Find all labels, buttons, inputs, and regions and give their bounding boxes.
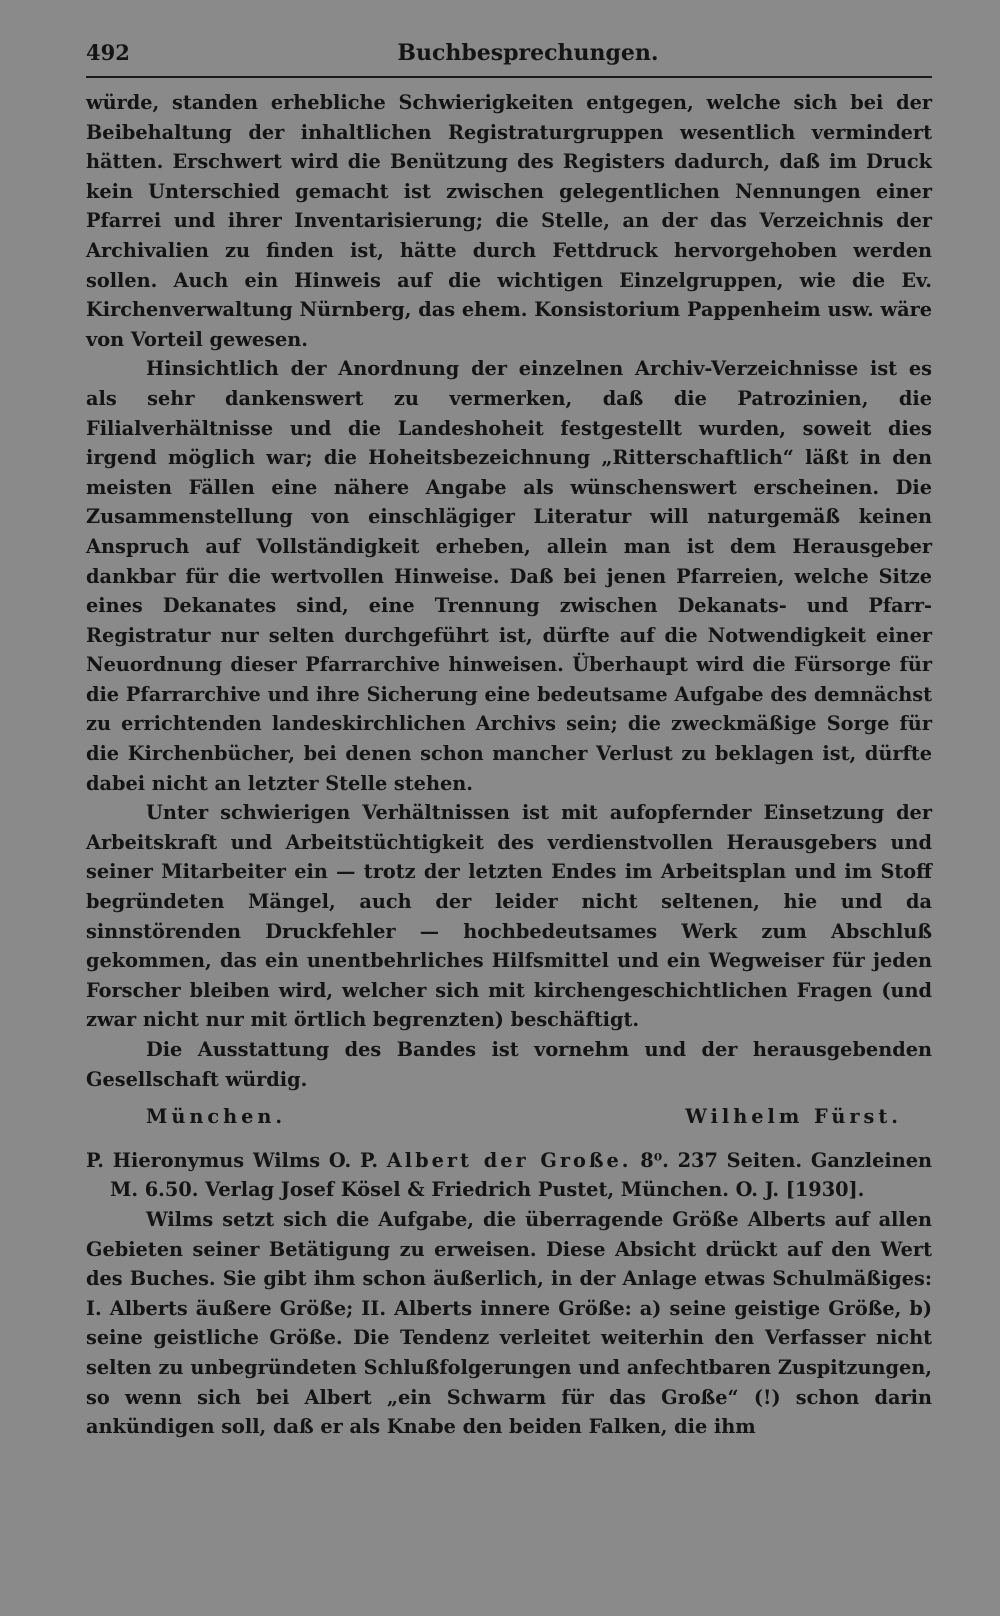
paragraph-1: würde, standen erhebliche Schwierigkeiten entgegen, welche sich bei der Beibehaltung der inhaltlichen Registraturgruppen wesentlich vermindert hätten. Erschwert wird die Benützung des Registers dadurch, daß im Druck kein Unterschied gemacht ist zwischen gelegentlichen Nennungen einer Pfarrei und ihrer Inventarisierung; die Stelle, an der das Verzeichnis der Archivalien zu finden ist, hätte durch Fettdruck hervorgehoben werden sollen. Auch ein Hinweis auf die wichtigen Einzelgruppen, wie die Ev. Kirchenverwaltung Nürnberg, das ehem. Konsistorium Pappenheim usw. wäre von Vorteil gewesen. xyxy=(86,91,932,351)
header-rule xyxy=(86,76,932,78)
bibliographic-entry xyxy=(86,1146,932,1205)
signature-author: Wilhelm Fürst. xyxy=(685,1105,902,1129)
running-title: Buchbesprechungen. xyxy=(397,40,659,66)
paragraph-4: Die Ausstattung des Bandes ist vornehm und der herausgebenden Gesellschaft würdig. xyxy=(86,1038,932,1091)
signature-place: München. xyxy=(146,1105,287,1129)
review-book-author: P. Hieronymus Wilms O. P. xyxy=(86,1148,379,1172)
paragraph-3: Unter schwierigen Verhältnissen ist mit aufopfernder Einsetzung der Arbeitskraft und Arbeitstüchtigkeit des verdienstvollen Herausgebers und seiner Mitarbeiter ein — trotz der letzten Endes im Arbeitsplan und im Stoff begründeten Mängel, auch der leider nicht seltenen, hie und da sinnstörenden Druckfehler — hochbedeutsames Werk zum Abschluß gekommen, das ein unentbehrliches Hilfsmittel und ein Wegweiser für jeden Forscher bleiben wird, welcher sich mit kirchengeschichtlichen Fragen (und zwar nicht nur mit örtlich begrenzten) beschäftigt. xyxy=(86,801,932,1032)
review-text xyxy=(86,88,932,1442)
review-book-details: 8⁰. 237 Seiten. Ganzleinen M. 6.50. Verlag Josef Kösel & Friedrich Pustet, München. O. J. [1930]. xyxy=(110,1148,933,1202)
page-number: 492 xyxy=(86,40,130,65)
review-2-paragraph: Wilms setzt sich die Aufgabe, die überragende Größe Alberts auf allen Gebieten seiner Betätigung zu erweisen. Diese Absicht drückt auf den Wert des Buches. Sie gibt ihm schon äußerlich, in der Anlage etwas Schulmäßiges: I. Alberts äußere Größe; II. Alberts innere Größe: a) seine geistige Größe, b) seine geistliche Größe. Die Tendenz verleitet weiterhin den Verfasser nicht selten zu unbegründeten Schlußfolgerungen und anfechtbaren Zuspitzungen, so wenn sich bei Albert „ein Schwarm für das Große“ (!) schon darin ankündigen soll, daß er als Knabe den beiden Falken, die ihm xyxy=(86,1207,932,1439)
page-header xyxy=(86,40,930,76)
signature-line xyxy=(86,1102,932,1132)
paragraph-2: Hinsichtlich der Anordnung der einzelnen Archiv-Verzeichnisse ist es als sehr dankenswert zu vermerken, daß die Patrozinien, die Filialverhältnisse und die Landeshoheit festgestellt wurden, soweit dies irgend möglich war; die Hoheitsbezeichnung „Ritterschaftlich“ läßt in den meisten Fällen eine nähere Angabe als wünschenswert erscheinen. Die Zusammenstellung von einschlägiger Literatur will naturgemäß keinen Anspruch auf Vollständigkeit erheben, allein man ist dem Herausgeber dankbar für die wertvollen Hinweise. Daß bei jenen Pfarreien, welche Sitze eines Dekanates sind, eine Trennung zwischen Dekanats- und Pfarr-Registratur nur selten durchgeführt ist, dürfte auf die Notwendigkeit einer Neuordnung dieser Pfarrarchive hinweisen. Überhaupt wird die Fürsorge für die Pfarrarchive und ihre Sicherung eine bedeutsame Aufgabe des demnächst zu errichtenden landeskirchlichen Archivs sein; die zweckmäßige Sorge für die Kirchenbücher, bei denen schon mancher Verlust zu beklagen ist, dürfte dabei nicht an letzter Stelle stehen. xyxy=(86,357,932,795)
review-book-title: Albert der Große. xyxy=(386,1148,632,1172)
